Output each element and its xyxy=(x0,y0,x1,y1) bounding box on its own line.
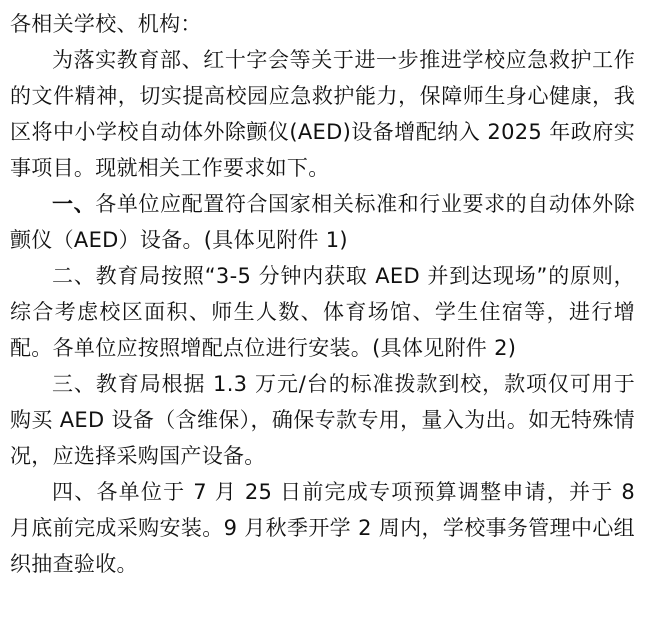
item-2-text: 二、教育局按照“3-5 分钟内获取 AED 并到达现场”的原则，综合考虑校区面积、师生人数、体育场馆、学生住宿等，进行增配。各单位应按照增配点位进行安装。(具体见附件 2) xyxy=(10,264,635,360)
item-3-text: 三、教育局根据 1.3 万元/台的标准拨款到校，款项仅可用于购买 AED 设备（含维保），确保专款专用，量入为出。如无特殊情况，应选择采购国产设备。 xyxy=(10,372,635,468)
item-1-number: 一、 xyxy=(52,192,96,216)
item-1-text: 各单位应配置符合国家相关标准和行业要求的自动体外除颤仪（AED）设备。(具体见附件 1) xyxy=(10,192,635,252)
paragraph-intro xyxy=(10,42,635,186)
paragraph-item-3 xyxy=(10,366,635,474)
notice-document xyxy=(0,6,645,634)
paragraph-intro-text: 为落实教育部、红十字会等关于进一步推进学校应急救护工作的文件精神，切实提高校园应急救护能力，保障师生身心健康，我区将中小学校自动体外除颤仪(AED)设备增配纳入 2025 年政府实事项目。现就相关工作要求如下。 xyxy=(10,48,635,180)
paragraph-item-4 xyxy=(10,474,635,582)
item-4-text: 四、各单位于 7 月 25 日前完成专项预算调整申请，并于 8 月底前完成采购安装。9 月秋季开学 2 周内，学校事务管理中心组织抽查验收。 xyxy=(10,480,635,576)
salutation: 各相关学校、机构： xyxy=(10,12,202,36)
paragraph-item-2 xyxy=(10,258,635,366)
paragraph-item-1 xyxy=(10,186,635,258)
